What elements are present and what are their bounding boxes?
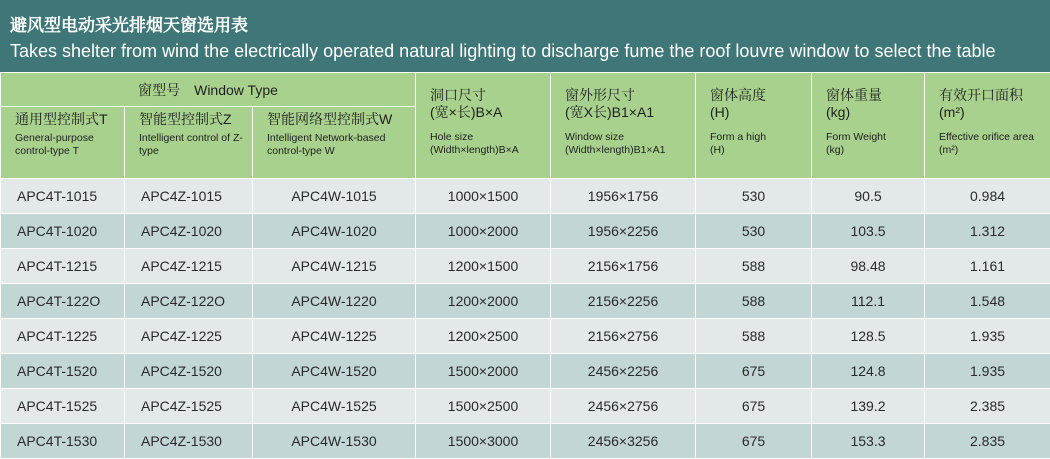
height-cell: 588 xyxy=(696,284,812,319)
model-t-cell: APC4T-1015 xyxy=(1,179,125,214)
table-row xyxy=(1,389,1050,424)
height-cell: 675 xyxy=(696,354,812,389)
table-row xyxy=(1,249,1050,284)
window-size-cell: 1956×2256 xyxy=(551,214,696,249)
table-row xyxy=(1,214,1050,249)
model-w-header-en: Intelligent Network-based control-type W xyxy=(267,132,409,158)
weight-cell: 103.5 xyxy=(812,214,925,249)
table-row xyxy=(1,284,1050,319)
model-z-header-cn: 智能型控制式Z xyxy=(139,111,246,128)
hole-size-cell: 1200×1500 xyxy=(416,249,551,284)
height-header xyxy=(696,73,812,179)
hole-size-cell: 1500×3000 xyxy=(416,424,551,459)
hole-size-cell: 1500×2000 xyxy=(416,354,551,389)
area-cell: 1.548 xyxy=(925,284,1050,319)
title-english: Takes shelter from wind the electrically operated natural lighting to discharge fume the roof louvre window to select the table xyxy=(10,40,1050,62)
weight-cell: 98.48 xyxy=(812,249,925,284)
weight-header-cn: 窗体重量 (kg) xyxy=(826,87,918,121)
area-cell: 2.385 xyxy=(925,389,1050,424)
weight-cell: 128.5 xyxy=(812,319,925,354)
area-header xyxy=(925,73,1050,179)
model-t-header-en: General-purpose control-type T xyxy=(15,132,118,158)
table-row xyxy=(1,424,1050,459)
hole-size-cell: 1200×2000 xyxy=(416,284,551,319)
model-z-cell: APC4Z-1015 xyxy=(125,179,253,214)
height-cell: 675 xyxy=(696,424,812,459)
table-row xyxy=(1,319,1050,354)
model-w-cell: APC4W-1225 xyxy=(253,319,416,354)
model-t-cell: APC4T-1020 xyxy=(1,214,125,249)
model-w-cell: APC4W-1530 xyxy=(253,424,416,459)
area-cell: 1.312 xyxy=(925,214,1050,249)
window-type-header: 窗型号 Window Type xyxy=(1,73,416,107)
hole-size-header-en: Hole size (Width×length)B×A xyxy=(430,131,544,157)
model-t-cell: APC4T-1520 xyxy=(1,354,125,389)
model-t-cell: APC4T-1530 xyxy=(1,424,125,459)
hole-size-cell: 1500×2500 xyxy=(416,389,551,424)
hole-size-cell: 1000×1500 xyxy=(416,179,551,214)
area-cell: 1.935 xyxy=(925,354,1050,389)
hole-size-header-cn: 洞口尺寸 (宽×长)B×A xyxy=(430,87,544,121)
height-cell: 530 xyxy=(696,214,812,249)
model-z-cell: APC4Z-1525 xyxy=(125,389,253,424)
table-row xyxy=(1,179,1050,214)
weight-header-en: Form Weight (kg) xyxy=(826,131,918,157)
weight-cell: 90.5 xyxy=(812,179,925,214)
model-w-cell: APC4W-1525 xyxy=(253,389,416,424)
model-t-header xyxy=(1,107,125,179)
model-z-header-en: Intelligent control of Z-type xyxy=(139,132,246,158)
table-row xyxy=(1,354,1050,389)
model-w-cell: APC4W-1015 xyxy=(253,179,416,214)
selection-table xyxy=(0,72,1050,459)
height-header-en: Form a high (H) xyxy=(710,131,805,157)
height-cell: 675 xyxy=(696,389,812,424)
height-cell: 588 xyxy=(696,249,812,284)
hole-size-header xyxy=(416,73,551,179)
model-z-cell: APC4Z-1225 xyxy=(125,319,253,354)
model-t-cell: APC4T-1215 xyxy=(1,249,125,284)
window-size-cell: 2456×2756 xyxy=(551,389,696,424)
model-z-cell: APC4Z-1020 xyxy=(125,214,253,249)
model-t-cell: APC4T-1525 xyxy=(1,389,125,424)
model-t-cell: APC4T-122O xyxy=(1,284,125,319)
weight-cell: 124.8 xyxy=(812,354,925,389)
hole-size-cell: 1200×2500 xyxy=(416,319,551,354)
window-size-header-cn: 窗外形尺寸 (宽X长)B1×A1 xyxy=(565,87,689,121)
window-size-cell: 2156×2756 xyxy=(551,319,696,354)
weight-cell: 112.1 xyxy=(812,284,925,319)
window-size-cell: 1956×1756 xyxy=(551,179,696,214)
area-cell: 1.935 xyxy=(925,319,1050,354)
title-chinese: 避风型电动采光排烟天窗选用表 xyxy=(10,16,1050,36)
model-z-cell: APC4Z-1215 xyxy=(125,249,253,284)
model-w-cell: APC4W-1215 xyxy=(253,249,416,284)
window-size-header xyxy=(551,73,696,179)
hole-size-cell: 1000×2000 xyxy=(416,214,551,249)
model-z-cell: APC4Z-122O xyxy=(125,284,253,319)
weight-cell: 153.3 xyxy=(812,424,925,459)
model-w-header xyxy=(253,107,416,179)
model-t-cell: APC4T-1225 xyxy=(1,319,125,354)
model-w-header-cn: 智能网络型控制式W xyxy=(267,111,409,128)
weight-cell: 139.2 xyxy=(812,389,925,424)
window-size-cell: 2156×2256 xyxy=(551,284,696,319)
height-header-cn: 窗体高度 (H) xyxy=(710,87,805,121)
window-size-header-en: Window size (Width×length)B1×A1 xyxy=(565,131,689,157)
model-w-cell: APC4W-1020 xyxy=(253,214,416,249)
model-z-cell: APC4Z-1520 xyxy=(125,354,253,389)
area-cell: 2.835 xyxy=(925,424,1050,459)
model-t-header-cn: 通用型控制式T xyxy=(15,111,118,128)
window-size-cell: 2456×3256 xyxy=(551,424,696,459)
model-z-header xyxy=(125,107,253,179)
height-cell: 588 xyxy=(696,319,812,354)
model-w-cell: APC4W-1220 xyxy=(253,284,416,319)
window-size-cell: 2456×2256 xyxy=(551,354,696,389)
window-size-cell: 2156×1756 xyxy=(551,249,696,284)
area-cell: 1.161 xyxy=(925,249,1050,284)
area-header-cn: 有效开口面积 (m²) xyxy=(939,87,1044,121)
model-z-cell: APC4Z-1530 xyxy=(125,424,253,459)
area-cell: 0.984 xyxy=(925,179,1050,214)
model-w-cell: APC4W-1520 xyxy=(253,354,416,389)
weight-header xyxy=(812,73,925,179)
height-cell: 530 xyxy=(696,179,812,214)
title-bar xyxy=(0,0,1050,72)
area-header-en: Effective orifice area (m²) xyxy=(939,131,1044,157)
